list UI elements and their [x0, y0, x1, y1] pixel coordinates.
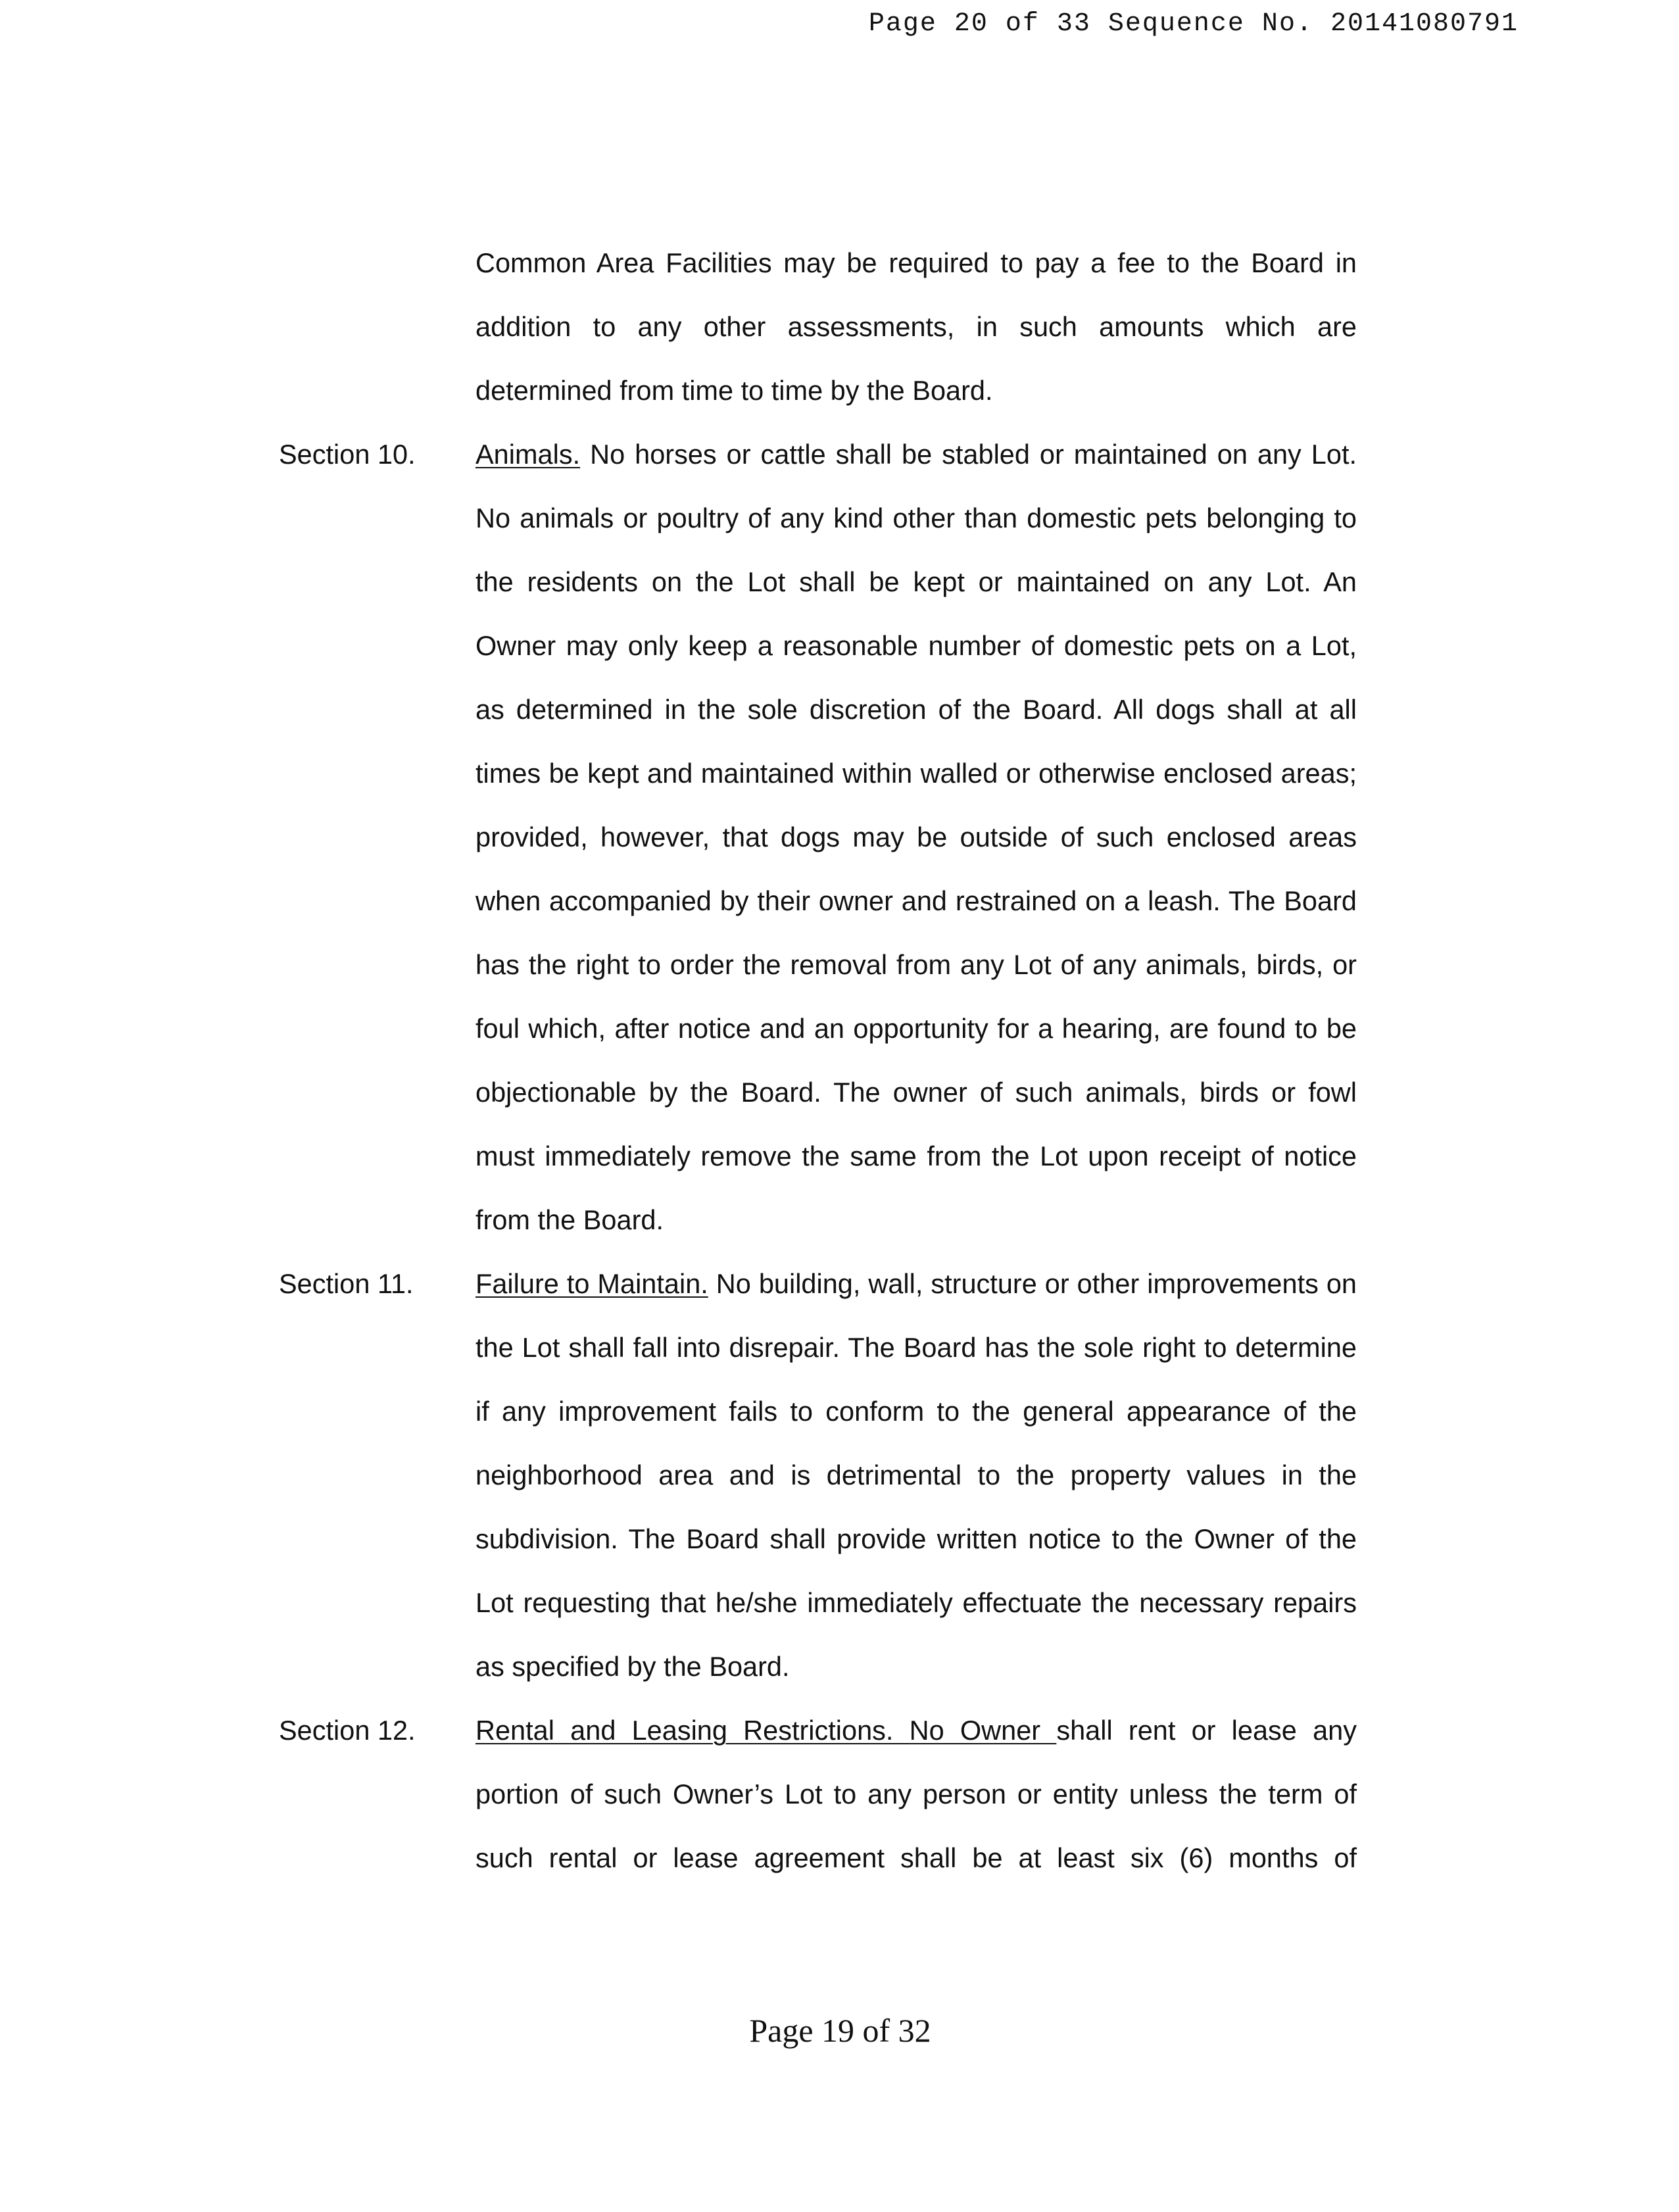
- section-10-line: provided, however, that dogs may be outside of such enclosed areas: [475, 822, 1357, 852]
- section-11-line: the Lot shall fall into disrepair. The Board has the sole right to determine: [475, 1332, 1357, 1363]
- section-10-line: Owner may only keep a reasonable number of domestic pets on a Lot,: [475, 630, 1357, 661]
- section-10-line: times be kept and maintained within walled or otherwise enclosed areas;: [475, 758, 1357, 789]
- section-11-line: as specified by the Board.: [475, 1651, 790, 1682]
- intro-line: determined from time to time by the Board.: [475, 375, 993, 406]
- section-12-first-line-text: shall rent or lease any: [1056, 1715, 1357, 1746]
- section-10-line: the residents on the Lot shall be kept or maintained on any Lot. An: [475, 566, 1357, 597]
- page-number-text: Page 19 of 32: [749, 2012, 931, 2049]
- section-11-line: Lot requesting that he/she immediately effectuate the necessary repairs: [475, 1587, 1357, 1618]
- section-12-line: portion of such Owner’s Lot to any person or entity unless the term of: [475, 1779, 1357, 1809]
- section-10-first-line: [475, 435, 1357, 474]
- section-11-label: Section 11.: [279, 1268, 414, 1299]
- section-11-line: subdivision. The Board shall provide written notice to the Owner of the: [475, 1523, 1357, 1554]
- section-11-line: neighborhood area and is detrimental to the property values in the: [475, 1460, 1357, 1490]
- section-10-line: when accompanied by their owner and restrained on a leash. The Board: [475, 885, 1357, 916]
- intro-line: Common Area Facilities may be required to pay a fee to the Board in: [475, 247, 1357, 278]
- section-10-line: foul which, after notice and an opportunity for a hearing, are found to be: [475, 1013, 1357, 1044]
- section-10-heading: Animals.: [475, 439, 581, 470]
- page-footer: [0, 2011, 1679, 2050]
- section-10-line: from the Board.: [475, 1204, 664, 1235]
- section-10-first-line-text: No horses or cattle shall be stabled or maintained on any Lot.: [580, 439, 1357, 470]
- section-11-first-line-text: No building, wall, structure or other improvements on: [708, 1268, 1357, 1299]
- section-12-first-line: [475, 1711, 1357, 1750]
- section-12-line: such rental or lease agreement shall be at least six (6) months of: [475, 1842, 1357, 1873]
- section-11-heading: Failure to Maintain.: [475, 1268, 708, 1299]
- intro-line: addition to any other assessments, in such amounts which are: [475, 311, 1357, 342]
- section-11-first-line: [475, 1264, 1357, 1304]
- section-10-line: as determined in the sole discretion of the Board. All dogs shall at all: [475, 694, 1357, 725]
- section-11-line: if any improvement fails to conform to the general appearance of the: [475, 1396, 1357, 1427]
- page-header: Page 20 of 33 Sequence No. 20141080791: [868, 9, 1519, 39]
- section-12-heading: Rental and Leasing Restrictions. No Owner: [475, 1715, 1057, 1746]
- section-10-label: Section 10.: [279, 439, 416, 470]
- section-10-line: has the right to order the removal from any Lot of any animals, birds, or: [475, 949, 1357, 980]
- section-10-line: objectionable by the Board. The owner of such animals, birds or fowl: [475, 1077, 1357, 1108]
- section-12-label: Section 12.: [279, 1715, 416, 1746]
- section-10-line: No animals or poultry of any kind other than domestic pets belonging to: [475, 503, 1357, 533]
- section-10-line: must immediately remove the same from the Lot upon receipt of notice: [475, 1141, 1357, 1171]
